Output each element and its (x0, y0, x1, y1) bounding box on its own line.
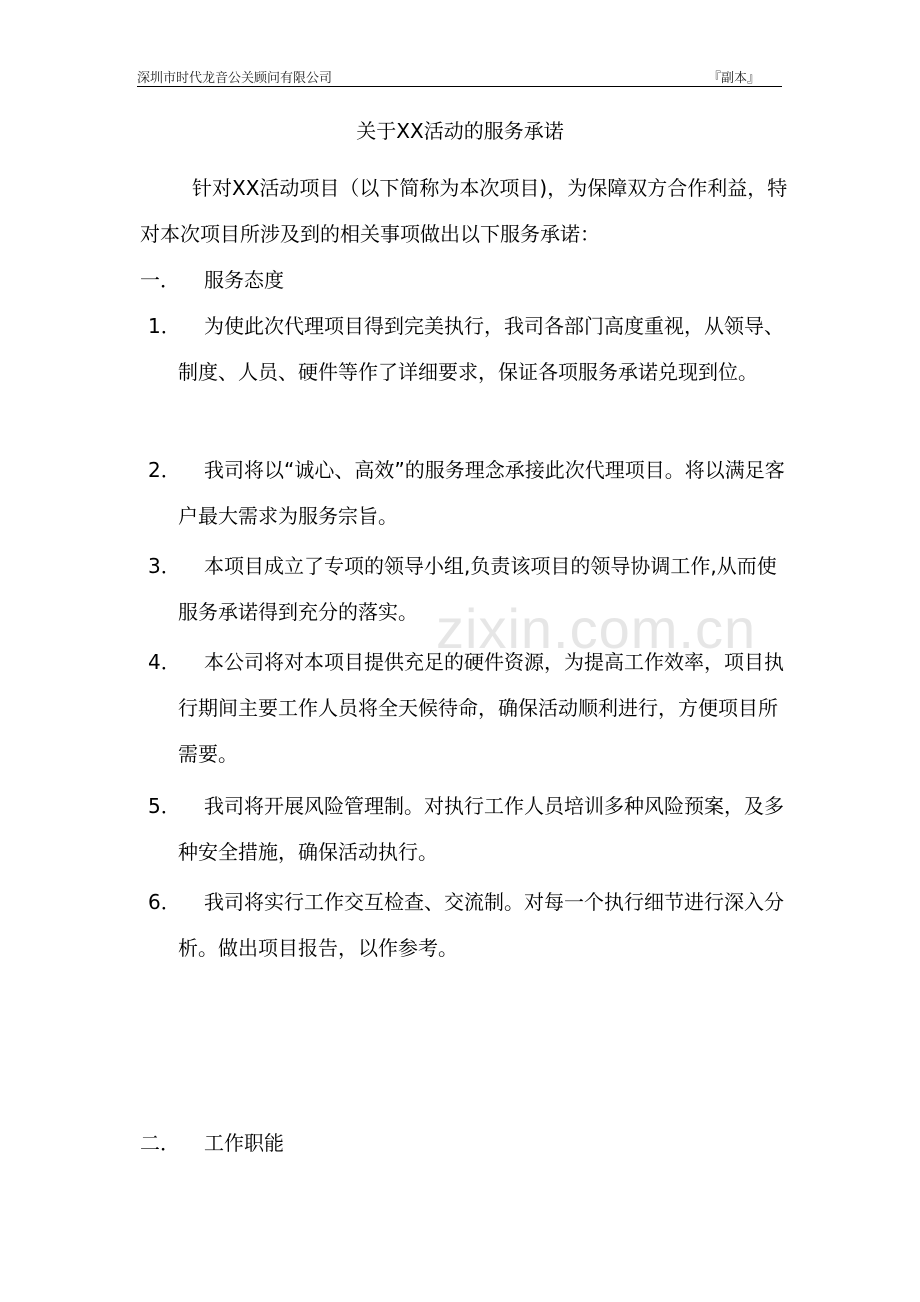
list-item-number: 1． (148, 314, 181, 338)
list-item-number: 2． (148, 458, 181, 482)
list-item-text: 我司将开展风险管理制。对执行工作人员培训多种风险预案，及多种安全措施，确保活动执行。 (178, 794, 784, 864)
list-item-number: 3． (148, 554, 181, 578)
header-copy-mark: 『副本』 (707, 71, 760, 86)
section-title: 服务态度 (204, 268, 284, 292)
list-item-number: 5． (148, 794, 181, 818)
list-item-text: 本项目成立了专项的领导小组,负责该项目的领导协调工作,从而使服务承诺得到充分的落实。 (178, 554, 777, 624)
watermark-text: zixin.com.cn (436, 597, 757, 660)
list-item-number: 6． (148, 890, 181, 914)
list-item (140, 879, 790, 971)
section-title: 工作职能 (204, 1131, 284, 1155)
list-item (140, 639, 790, 777)
list-item (140, 543, 790, 635)
intro-paragraph: 针对XX活动项目（以下简称为本次项目)，为保障双方合作利益，特对本次项目所涉及到的相关事项做出以下服务承诺： (140, 176, 788, 246)
list-item-text: 我司将以“诚心、高效”的服务理念承接此次代理项目。将以满足客户最大需求为服务宗旨。 (178, 458, 785, 528)
list-item (140, 303, 790, 395)
section-number: 一． (140, 268, 180, 292)
header-company-name: 深圳市时代龙音公关顾问有限公司 (137, 71, 333, 86)
list-item (140, 783, 790, 875)
document-title: 关于XX活动的服务承诺 (356, 119, 564, 143)
section-heading-service-attitude (140, 257, 284, 303)
list-item-text: 我司将实行工作交互检查、交流制。对每一个执行细节进行深入分析。做出项目报告，以作参考。 (178, 890, 784, 960)
list-item (140, 447, 790, 539)
page-header (137, 64, 782, 87)
list-item-number: 4． (148, 650, 181, 674)
section-number: 二． (140, 1131, 180, 1155)
list-item-text: 为使此次代理项目得到完美执行，我司各部门高度重视，从领导、制度、人员、硬件等作了详细要求，保证各项服务承诺兑现到位。 (178, 314, 784, 384)
list-item-text: 本公司将对本项目提供充足的硬件资源，为提高工作效率，项目执行期间主要工作人员将全天候待命，确保活动顺利进行，方便项目所需要。 (178, 650, 784, 766)
section-heading-work-functions (140, 1120, 284, 1166)
